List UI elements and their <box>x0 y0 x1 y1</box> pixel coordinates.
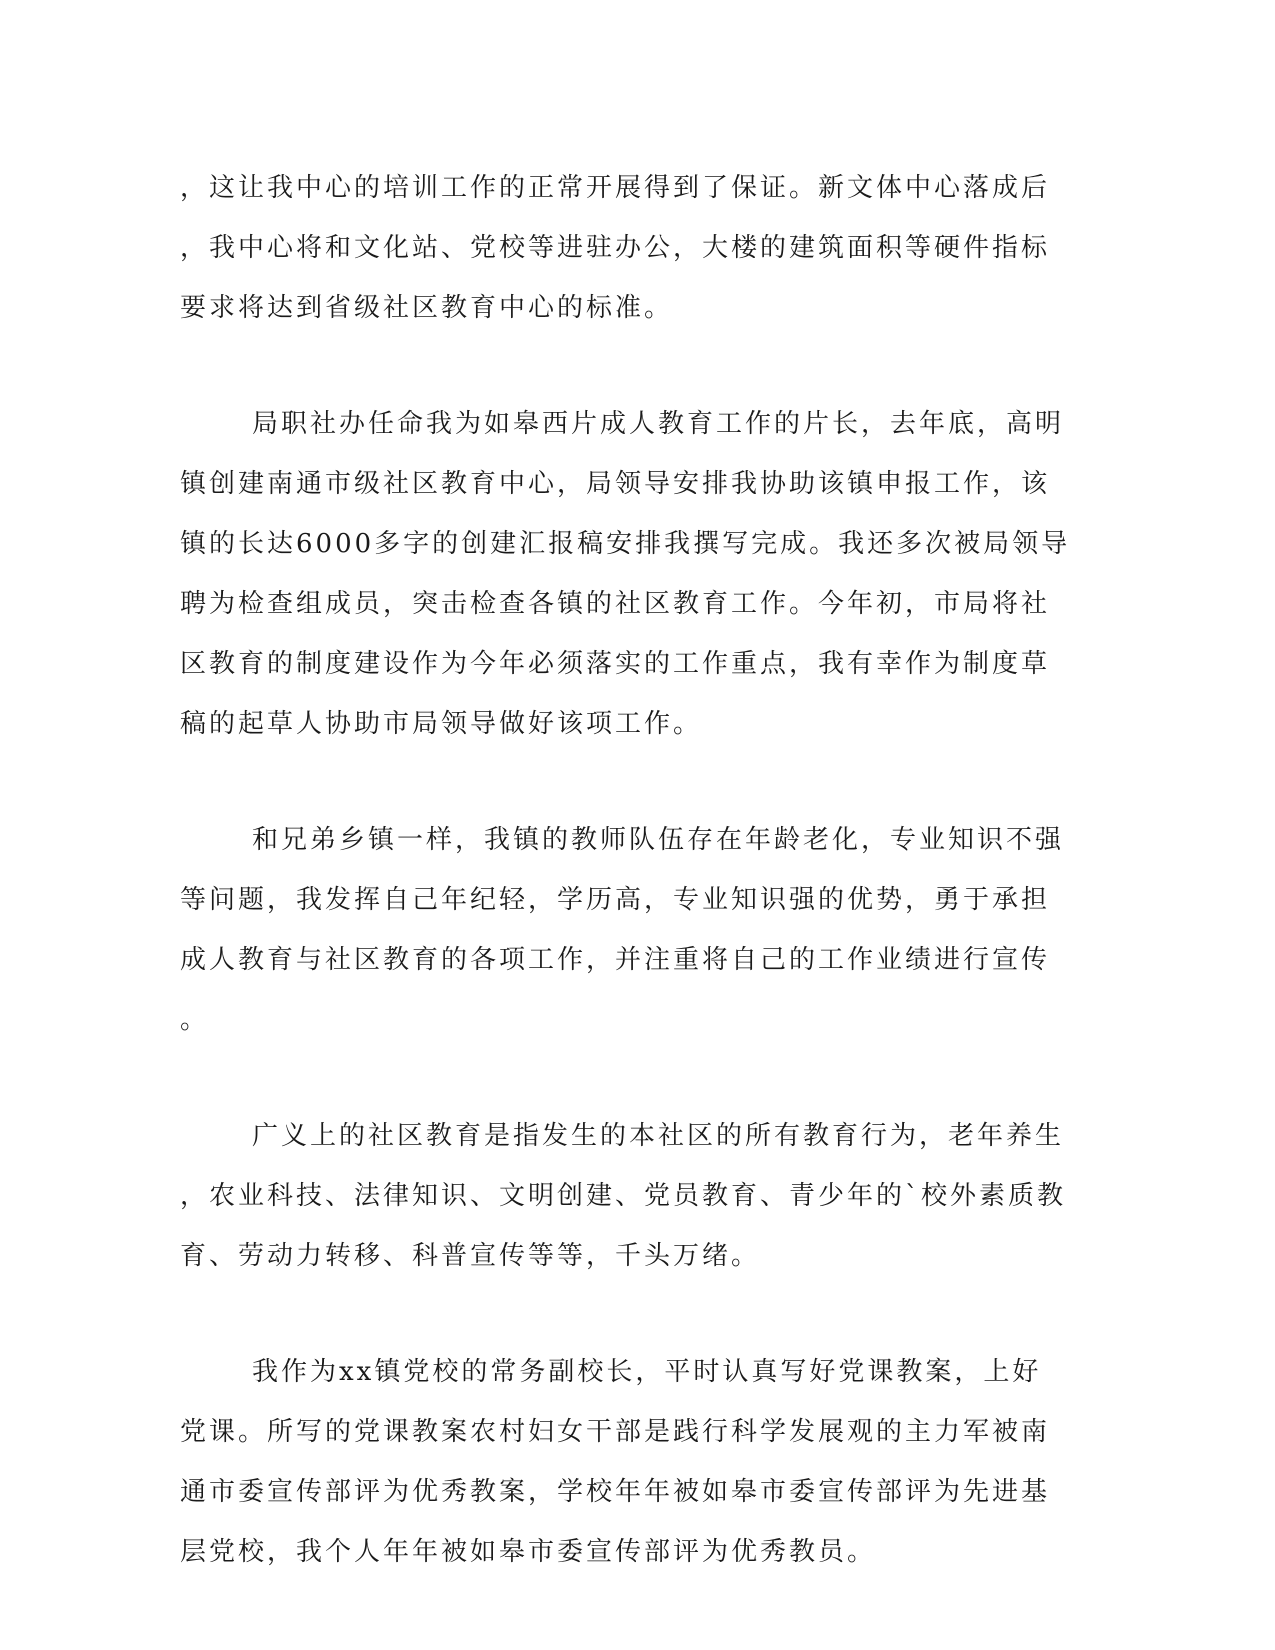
text-line: 区教育的制度建设作为今年必须落实的工作重点，我有幸作为制度草 <box>180 649 1051 679</box>
text-line: 我作为xx镇党校的常务副校长，平时认真写好党课教案，上好 <box>252 1357 1042 1387</box>
text-line: 和兄弟乡镇一样，我镇的教师队伍存在年龄老化，专业知识不强 <box>252 825 1065 855</box>
paragraph-2 <box>180 394 1071 754</box>
paragraph-4 <box>180 1106 1067 1286</box>
text-line: ，我中心将和文化站、党校等进驻办公，大楼的建筑面积等硬件指标 <box>180 233 1051 263</box>
paragraph-gap <box>180 1050 1028 1106</box>
text-line: 聘为检查组成员，突击检查各镇的社区教育工作。今年初，市局将社 <box>180 589 1051 619</box>
paragraph-5 <box>180 1342 1051 1582</box>
text-line: 。 <box>180 1005 210 1035</box>
text-line: 广义上的社区教育是指发生的本社区的所有教育行为，老年养生 <box>252 1121 1065 1151</box>
paragraph-gap <box>180 1286 1028 1342</box>
document-body <box>180 158 1071 1582</box>
text-line: ，这让我中心的培训工作的正常开展得到了保证。新文体中心落成后 <box>180 173 1051 203</box>
text-line: 镇的长达6000多字的创建汇报稿安排我撰写完成。我还多次被局领导 <box>180 529 1071 559</box>
text-line: 要求将达到省级社区教育中心的标准。 <box>180 293 674 323</box>
paragraph-3 <box>180 810 1065 1050</box>
text-line: 通市委宣传部评为优秀教案，学校年年被如皋市委宣传部评为先进基 <box>180 1477 1051 1507</box>
text-line: 育、劳动力转移、科普宣传等等，千头万绪。 <box>180 1241 761 1271</box>
text-line: 等问题，我发挥自己年纪轻，学历高，专业知识强的优势，勇于承担 <box>180 885 1051 915</box>
paragraph-gap <box>180 754 1028 810</box>
text-line: 层党校，我个人年年被如皋市委宣传部评为优秀教员。 <box>180 1537 877 1567</box>
text-line: 镇创建南通市级社区教育中心，局领导安排我协助该镇申报工作，该 <box>180 469 1051 499</box>
paragraph-gap <box>180 338 1028 394</box>
text-line: 稿的起草人协助市局领导做好该项工作。 <box>180 709 703 739</box>
paragraph-1 <box>180 158 1051 338</box>
text-line: ，农业科技、法律知识、文明创建、党员教育、青少年的`校外素质教 <box>180 1181 1067 1211</box>
text-line: 局职社办任命我为如皋西片成人教育工作的片长，去年底，高明 <box>252 409 1065 439</box>
text-line: 成人教育与社区教育的各项工作，并注重将自己的工作业绩进行宣传 <box>180 945 1051 975</box>
text-line: 党课。所写的党课教案农村妇女干部是践行科学发展观的主力军被南 <box>180 1417 1051 1447</box>
